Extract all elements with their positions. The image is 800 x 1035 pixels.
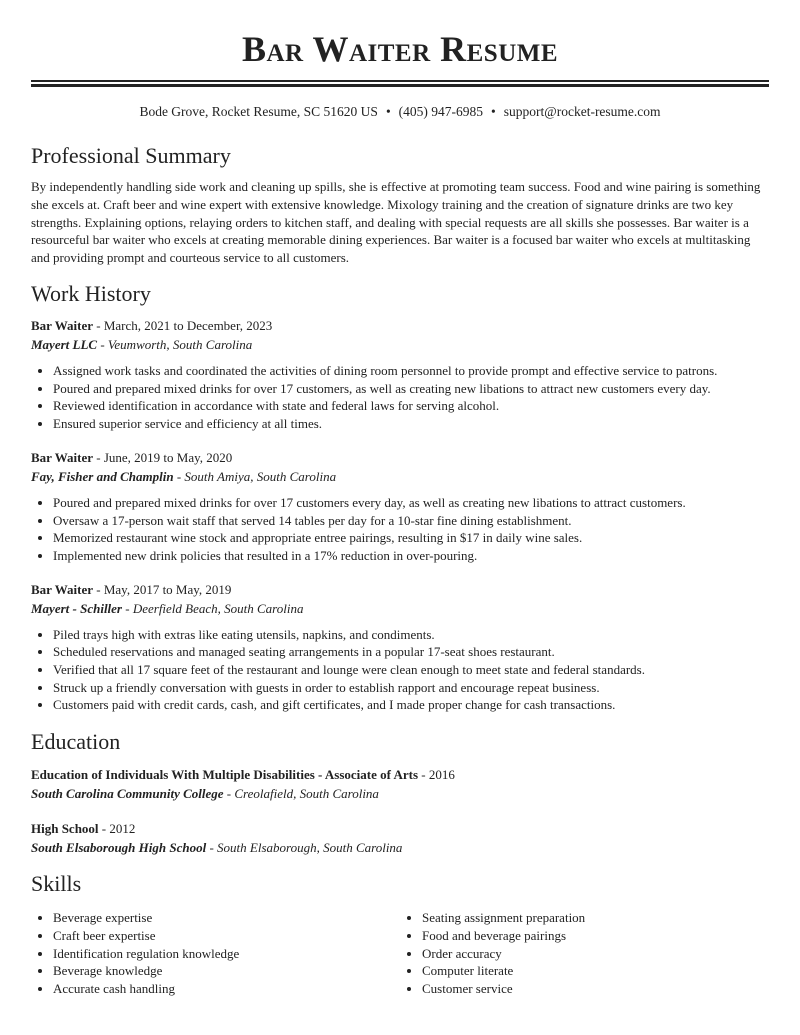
- job-bullet: • Memorized restaurant wine stock and appropriate entree pairings, resulting in $17 in daily wine sales.: [53, 529, 769, 547]
- education-entry: [31, 766, 769, 803]
- job-bullet: • Struck up a friendly conversation with guests in order to establish rapport and encourage repeat business.: [53, 679, 769, 697]
- job-title: Bar Waiter: [31, 449, 93, 465]
- separator: •: [385, 104, 391, 119]
- graduation-year: - 2012: [98, 821, 136, 837]
- job-bullet: • Piled trays high with extras like eating utensils, napkins, and condiments.: [53, 626, 769, 644]
- job-bullets: [31, 626, 769, 715]
- school-name: South Elsaborough High School: [31, 840, 207, 856]
- skills-heading: Skills: [31, 871, 82, 897]
- job-bullet: • Scheduled reservations and managed seating arrangements in a popular 17-seat shoes restaurant.: [53, 643, 769, 661]
- company-location: - Deerfield Beach, South Carolina: [122, 600, 304, 616]
- job-bullet: • Ensured superior service and efficiency at all times.: [53, 415, 769, 433]
- skill-item: • Customer service: [422, 980, 769, 998]
- separator: •: [491, 104, 496, 119]
- skill-item: • Order accuracy: [422, 945, 769, 963]
- degree: High School: [31, 821, 99, 837]
- job-dates: - May, 2017 to May, 2019: [93, 581, 232, 597]
- education-list: [31, 766, 769, 857]
- skill-item: • Accurate cash handling: [53, 980, 400, 998]
- job-bullets: [31, 362, 769, 433]
- job-title: Bar Waiter: [31, 317, 93, 333]
- work-history-heading: Work History: [31, 280, 151, 306]
- job-dates: - March, 2021 to December, 2023: [93, 317, 273, 333]
- job-bullet: • Customers paid with credit cards, cash, and gift certificates, and I made proper change for cash transactions.: [53, 696, 769, 714]
- school-name: South Carolina Community College: [31, 786, 224, 802]
- skill-item: • Computer literate: [422, 962, 769, 980]
- school-line: [31, 785, 769, 803]
- skill-item: • Beverage knowledge: [53, 962, 400, 980]
- skills-right-list: [400, 909, 769, 998]
- company-location: - South Amiya, South Carolina: [173, 468, 337, 484]
- title-divider-thick: [31, 84, 769, 87]
- contact-phone: (405) 947-6985: [398, 104, 484, 119]
- company-name: Mayert LLC: [31, 336, 98, 352]
- job-bullet: • Implemented new drink policies that resulted in a 17% reduction in over-pouring.: [53, 547, 769, 565]
- school-location: - South Elsaborough, South Carolina: [206, 840, 403, 856]
- company-line: [31, 336, 769, 354]
- company-location: - Veumworth, South Carolina: [97, 336, 253, 352]
- job-entry: [31, 449, 769, 565]
- job-entry: [31, 581, 769, 715]
- degree: Education of Individuals With Multiple Disabilities - Associate of Arts: [31, 767, 419, 783]
- skills-left-list: [31, 909, 400, 998]
- skill-item: • Craft beer expertise: [53, 927, 400, 945]
- job-entry: [31, 317, 769, 433]
- degree-line: [31, 766, 769, 784]
- job-title-line: [31, 449, 769, 467]
- company-line: [31, 600, 769, 618]
- job-list: [31, 317, 769, 714]
- education-entry: [31, 820, 769, 857]
- summary-text: By independently handling side work and cleaning up spills, she is effective at promoting team success. Food and wine pairing is something she excels at. Craft beer and wine expert with extensive knowledge. Mixology training and the creation of signature drinks are two key strengths. Explaining options, relaying orders to kitchen staff, and dealing with special requests are all skills she possesses. Bar waiter is a resourceful bar waiter who excels at creating memorable dining experiences. Bar waiter is a focused bar waiter who excels at multitasking and providing prompt and courteous service to all customers.: [31, 179, 761, 266]
- company-line: [31, 468, 769, 486]
- company-name: Mayert - Schiller: [31, 600, 122, 616]
- job-bullet: • Assigned work tasks and coordinated the activities of dining room personnel to provide prompt and effective service to patrons.: [53, 362, 769, 380]
- job-bullet: • Oversaw a 17-person wait staff that served 14 tables per day for a 10-star fine dining establishment.: [53, 512, 769, 530]
- skill-item: • Beverage expertise: [53, 909, 400, 927]
- skill-item: • Identification regulation knowledge: [53, 945, 400, 963]
- job-title: Bar Waiter: [31, 581, 93, 597]
- graduation-year: - 2016: [418, 767, 455, 783]
- summary-heading: Professional Summary: [31, 143, 231, 168]
- title-divider: [31, 80, 769, 82]
- school-location: - Creolafield, South Carolina: [223, 786, 379, 802]
- job-bullet: • Reviewed identification in accordance with state and federal laws for serving alcohol.: [53, 397, 769, 415]
- resume-title: Bar Waiter Resume: [241, 29, 559, 69]
- skill-item: • Seating assignment preparation: [422, 909, 769, 927]
- skills-columns: [31, 901, 769, 998]
- company-name: Fay, Fisher and Champlin: [31, 468, 174, 484]
- job-bullet: • Verified that all 17 square feet of the restaurant and lounge were clean enough to meet state and federal standards.: [53, 661, 769, 679]
- school-line: [31, 839, 769, 857]
- skill-item: • Food and beverage pairings: [422, 927, 769, 945]
- job-bullet: • Poured and prepared mixed drinks for over 17 customers, as well as creating new libations to attract new customers every day.: [53, 380, 769, 398]
- job-bullet: • Poured and prepared mixed drinks for over 17 customers every day, as well as creating new libations to attract customers.: [53, 494, 769, 512]
- job-title-line: [31, 581, 769, 599]
- job-dates: - June, 2019 to May, 2020: [93, 449, 233, 465]
- contact-email: support@rocket-resume.com: [503, 104, 661, 119]
- contact-line: [31, 103, 769, 121]
- job-title-line: [31, 317, 769, 335]
- degree-line: [31, 820, 769, 838]
- job-bullets: [31, 494, 769, 565]
- contact-address: Bode Grove, Rocket Resume, SC 51620 US: [139, 104, 378, 119]
- education-heading: Education: [31, 729, 121, 755]
